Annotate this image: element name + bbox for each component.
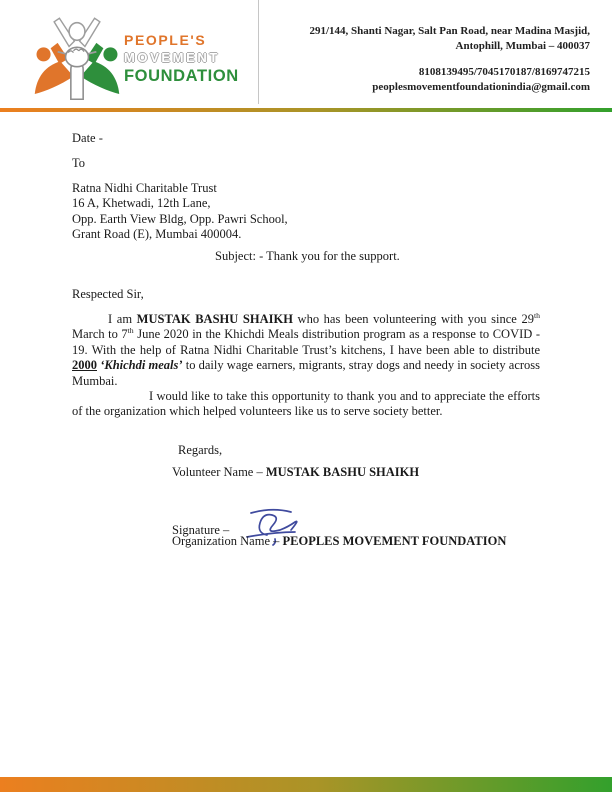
recipient-line: 16 A, Khetwadi, 12th Lane, (72, 196, 211, 211)
contact-block (309, 24, 590, 94)
khichdi-meals-emphasis: ‘Khichdi meals’ (100, 358, 183, 373)
recipient-line: Opp. Earth View Bldg, Opp. Pawri School, (72, 211, 288, 226)
phone-numbers: 8108139495/7045170187/8169747215 (418, 66, 590, 78)
address-line-1: 291/144, Shanti Nagar, Salt Pan Road, near Madina Masjid, (309, 25, 590, 37)
email-address: peoplesmovementfoundationindia@gmail.com (372, 80, 590, 93)
subject-line: Subject: - Thank you for the support. (215, 249, 400, 263)
logo-word-peoples: PEOPLE'S (124, 32, 207, 48)
people-figures-icon (33, 13, 121, 101)
organization-name-value: PEOPLES MOVEMENT FOUNDATION (282, 534, 507, 548)
body-paragraph-1: I am MUSTAK BASHU SHAIKH who has been volunteering with you since 29th March to 7th June 2020 in the Khichdi Meals distribution program as a response to COVID - 19. With the help of Ratna Nidhi Charitable Trust’s kitchens, I have been able to distribute 2000 ‘Khichdi meals’ to daily wage earners, migrants, stray dogs and needy in society across Mumbai. (72, 310, 541, 388)
signature-line: Signature – (172, 506, 312, 548)
organization-name-line: Organization Name – PEOPLES MOVEMENT FOUNDATION (172, 534, 507, 548)
body-paragraph-2: I would like to take this opportunity to thank you and to appreciate the efforts of the organization which helped volunteers like us to serve society better. (72, 389, 540, 419)
address-line-2: Antophill, Mumbai – 400037 (455, 39, 590, 52)
logo-word-movement: MOVEMENT (124, 50, 220, 65)
logo-word-foundation: FOUNDATION (124, 67, 239, 85)
meal-count-emphasis: 2000 (72, 358, 97, 373)
salutation: Respected Sir, (72, 287, 144, 301)
recipient-line: Grant Road (E), Mumbai 400004. (72, 227, 242, 242)
closing-regards: Regards, (178, 443, 223, 457)
volunteer-name-emphasis: MUSTAK BASHU SHAIKH (136, 312, 293, 326)
date-label: Date - (72, 131, 103, 145)
header-rule (0, 108, 612, 112)
recipient-address (72, 181, 288, 243)
foundation-logo (33, 13, 239, 101)
footer-bar (0, 777, 612, 792)
volunteer-name-value: MUSTAK BASHU SHAIKH (265, 465, 420, 479)
to-label: To (72, 156, 86, 170)
volunteer-name-line: Volunteer Name – MUSTAK BASHU SHAIKH (172, 465, 420, 479)
header-divider (258, 0, 259, 104)
recipient-line: Ratna Nidhi Charitable Trust (72, 181, 217, 195)
